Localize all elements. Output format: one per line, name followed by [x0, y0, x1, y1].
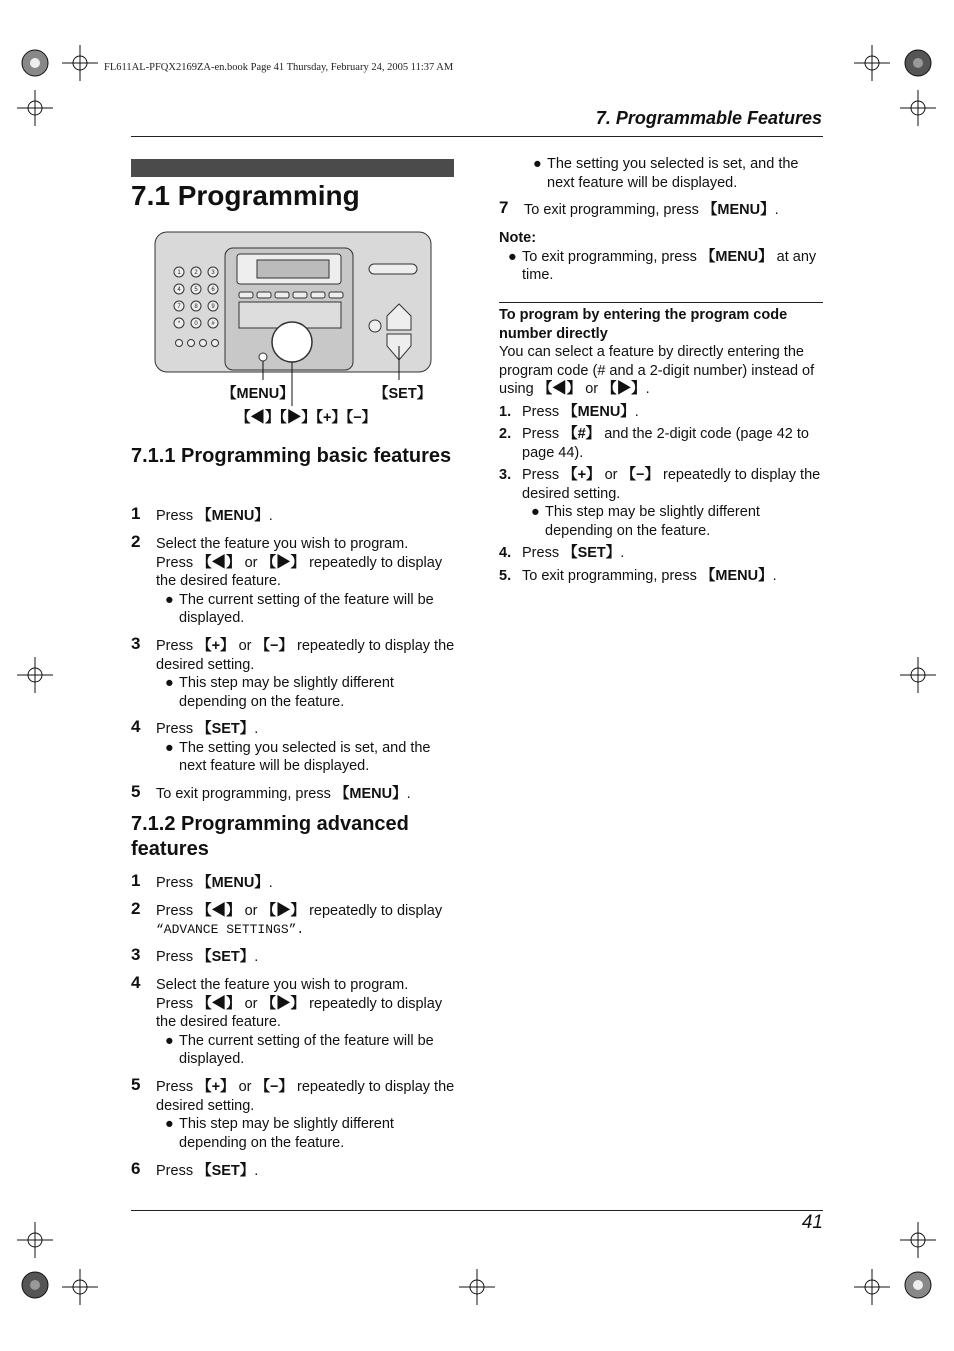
page-number: 41	[801, 1212, 823, 1233]
direct-entry-list	[499, 403, 824, 586]
list-number: 2.	[499, 426, 512, 442]
step-number: 6	[131, 1159, 141, 1178]
step-text: .	[254, 949, 259, 965]
bullet-item	[156, 739, 457, 776]
advanced-step-7	[499, 198, 824, 220]
step-text: .	[774, 202, 779, 218]
step-text: repeatedly to display the desired setting.	[156, 638, 455, 673]
step-text: and the 2-digit code (page 42 to page 44).	[522, 426, 809, 461]
right-key: 【▶】	[261, 554, 306, 571]
list-item	[499, 466, 824, 540]
step-text: repeatedly to display the desired feature.	[156, 995, 443, 1030]
step-number: 4	[131, 717, 141, 736]
plus-key: 【+】	[197, 638, 235, 654]
step-number: 1	[131, 871, 141, 890]
step-number: 7	[499, 198, 509, 217]
left-key: 【◀】	[197, 554, 241, 571]
basic-heading: 7.1.1 Programming basic features	[131, 445, 452, 467]
minus-key: 【−】	[255, 638, 293, 654]
step-text: Press	[156, 875, 198, 891]
left-key: 【◀】	[197, 903, 241, 919]
minus-key: 【−】	[621, 467, 659, 483]
keypad-key-label: #	[211, 321, 215, 327]
list-item	[499, 425, 824, 462]
basic-step-1	[131, 504, 457, 526]
step-text: To exit programming, press	[522, 567, 701, 584]
step-text: Press	[156, 508, 198, 524]
book-info-line: FL611AL-PFQX2169ZA-en.book Page 41 Thursday, February 24, 2005 11:37 AM	[104, 62, 454, 73]
step-number: 5	[131, 1075, 141, 1094]
step-text: Press	[522, 403, 564, 420]
crosshair-mark	[900, 1222, 936, 1258]
bullet-text: The setting you selected is set, and the next feature will be displayed.	[547, 156, 799, 191]
bullet-dot: ●	[165, 1116, 174, 1132]
crosshair-mark	[62, 45, 98, 81]
advanced-step-6	[131, 1159, 457, 1181]
basic-step-3	[131, 634, 457, 711]
bullet-item	[156, 1032, 457, 1069]
step-number: 3	[131, 634, 141, 653]
step-text: .	[634, 403, 639, 420]
bullet-dot: ●	[165, 739, 174, 756]
fax-machine-drawing	[153, 230, 433, 410]
keypad-key-label: 2	[194, 270, 198, 276]
step-text: .	[645, 381, 650, 397]
step-number: 5	[131, 782, 141, 801]
keypad-key-label: 3	[211, 270, 215, 276]
step-text: To exit programming, press	[156, 786, 335, 802]
step-number: 1	[131, 504, 141, 523]
step-text: Press	[156, 1079, 198, 1095]
bullet-dot: ●	[165, 591, 174, 608]
keypad-key-label: *	[177, 321, 181, 327]
step-text: Press	[156, 949, 198, 965]
bullet-text: This step may be slightly different depending on the feature.	[545, 504, 760, 539]
bullet-dot: ●	[165, 675, 174, 691]
hash-key: 【#】	[563, 426, 601, 442]
step-text: or	[600, 467, 622, 483]
fax-illustration	[153, 230, 433, 410]
bullet-dot: ●	[531, 504, 540, 520]
step-text: .	[620, 545, 625, 561]
menu-key: 【MENU】	[563, 403, 635, 420]
note-block	[499, 229, 824, 285]
set-key: 【SET】	[197, 949, 255, 965]
list-item	[499, 567, 824, 586]
crosshair-mark	[62, 1269, 98, 1305]
menu-key: 【MENU】	[702, 202, 775, 218]
list-number: 1.	[499, 403, 512, 420]
crosshair-mark	[17, 90, 53, 126]
crosshair-mark	[17, 1222, 53, 1258]
step-text: or	[240, 903, 262, 919]
chapter-title: 7. Programmable Features	[595, 108, 822, 128]
bullet-text: The setting you selected is set, and the next feature will be displayed.	[179, 739, 431, 774]
crosshair-mark	[854, 45, 890, 81]
footer-rule	[131, 1210, 823, 1211]
step-text: .	[254, 721, 259, 737]
step-text: .	[254, 1163, 259, 1179]
step-text: or	[234, 1079, 256, 1095]
advanced-step-3	[131, 945, 457, 967]
set-key: 【SET】	[563, 545, 621, 561]
bullet-item	[524, 155, 824, 192]
header-rule	[131, 136, 823, 137]
step-text: .	[772, 567, 777, 584]
step-text: repeatedly to display the desired feature.	[156, 554, 443, 589]
step-text: .	[268, 508, 273, 524]
minus-key: 【−】	[255, 1079, 293, 1095]
plus-key: 【+】	[197, 1079, 235, 1095]
menu-key: 【MENU】	[197, 875, 269, 891]
bullet-text: This step may be slightly different depending on the feature.	[179, 1116, 394, 1151]
step-text: Press	[156, 995, 198, 1012]
crosshair-mark	[854, 1269, 890, 1305]
bullet-item	[156, 674, 457, 711]
step-text: .	[406, 786, 411, 802]
plus-key: 【+】	[563, 467, 601, 483]
step-number: 3	[131, 945, 141, 964]
step-text: Select the feature you wish to program.	[156, 536, 409, 552]
menu-key: 【MENU】	[700, 567, 773, 584]
crosshair-mark	[459, 1269, 495, 1305]
keypad-key-label: 0	[194, 321, 198, 327]
advanced-step-2	[131, 899, 457, 939]
step-text: To exit programming, press	[524, 202, 703, 218]
list-item	[499, 544, 824, 563]
right-continued-bullet	[499, 155, 824, 192]
step-text: Press	[156, 638, 198, 654]
list-number: 3.	[499, 467, 512, 483]
bullet-text: The current setting of the feature will be displayed.	[179, 1032, 434, 1067]
menu-key: 【MENU】	[197, 508, 269, 524]
crosshair-mark	[900, 90, 936, 126]
step-text: Press	[156, 903, 198, 919]
advanced-step-1	[131, 871, 457, 893]
basic-step-4	[131, 717, 457, 776]
step-number: 2	[131, 899, 141, 918]
set-key: 【SET】	[197, 721, 255, 737]
step-text: Press	[522, 545, 564, 561]
step-text: Press	[156, 1163, 198, 1179]
note-title: Note:	[499, 230, 537, 246]
list-item	[499, 403, 824, 422]
advanced-heading: 7.1.2 Programming advanced features	[131, 813, 409, 860]
menu-key: 【MENU】	[334, 786, 407, 802]
step-number: 4	[131, 973, 141, 992]
bullet-dot: ●	[533, 156, 542, 172]
right-key: 【▶】	[261, 903, 306, 919]
figure-label-menu: 【MENU】	[222, 386, 294, 402]
bullet-item	[499, 248, 824, 285]
section-bar	[131, 159, 454, 177]
advanced-step-4	[131, 973, 457, 1069]
note-text: at any time.	[522, 248, 817, 283]
advanced-step-5	[131, 1075, 457, 1152]
keypad-key-label: 8	[194, 304, 198, 310]
direct-entry-block	[499, 306, 824, 585]
set-key: 【SET】	[197, 1163, 255, 1179]
keypad-key-label: 5	[194, 287, 198, 293]
step-text: or	[240, 554, 262, 571]
display-message: “ADVANCE SETTINGS”.	[156, 921, 305, 937]
right-key: 【▶】	[261, 995, 306, 1012]
figure-label-set: 【SET】	[374, 386, 432, 402]
keypad-key-label: 4	[177, 287, 181, 293]
keypad-key-label: 6	[211, 287, 215, 293]
list-number: 5.	[499, 567, 512, 584]
right-key: 【▶】	[602, 381, 646, 397]
direct-rule	[499, 302, 823, 303]
basic-step-2	[131, 532, 457, 628]
bullet-text: The current setting of the feature will be displayed.	[179, 591, 434, 626]
bullet-dot: ●	[508, 248, 517, 265]
bullet-item	[156, 1115, 457, 1152]
bullet-dot: ●	[165, 1032, 174, 1049]
step-text: Press	[156, 554, 198, 571]
keypad-key-label: 7	[177, 304, 181, 310]
left-key: 【◀】	[197, 995, 241, 1012]
step-text: repeatedly to display the desired setting.	[522, 467, 821, 502]
keypad-key-label: 1	[177, 270, 181, 276]
step-text: or	[240, 995, 262, 1012]
section-title: 7.1 Programming	[131, 180, 360, 211]
left-key: 【◀】	[537, 381, 582, 397]
step-text: Select the feature you wish to program.	[156, 977, 409, 993]
step-text: Press	[522, 467, 564, 483]
step-text: Press	[522, 426, 564, 442]
bullet-text: This step may be slightly different depending on the feature.	[179, 675, 394, 710]
crosshair-mark	[17, 657, 53, 693]
figure-label-nav: 【◀】【▶】【+】【−】	[236, 410, 377, 426]
bullet-item	[522, 503, 824, 540]
keypad-key-label: 9	[211, 304, 215, 310]
list-number: 4.	[499, 545, 512, 561]
bullet-item	[156, 591, 457, 628]
direct-entry-intro: You can select a feature by directly entering the program code (# and a 2-digit number) instead of using	[499, 344, 815, 397]
direct-entry-title: To program by entering the program code number directly	[499, 307, 788, 342]
note-text: To exit programming, press	[522, 248, 701, 265]
step-text: or	[234, 638, 256, 654]
step-text: repeatedly to display	[305, 903, 443, 919]
step-text: Press	[156, 721, 198, 737]
crosshair-mark	[900, 657, 936, 693]
step-number: 2	[131, 532, 141, 551]
step-text: .	[268, 875, 273, 891]
step-text: or	[581, 381, 603, 397]
basic-step-5	[131, 782, 457, 804]
step-text: repeatedly to display the desired setting.	[156, 1079, 455, 1114]
menu-key: 【MENU】	[700, 248, 773, 265]
